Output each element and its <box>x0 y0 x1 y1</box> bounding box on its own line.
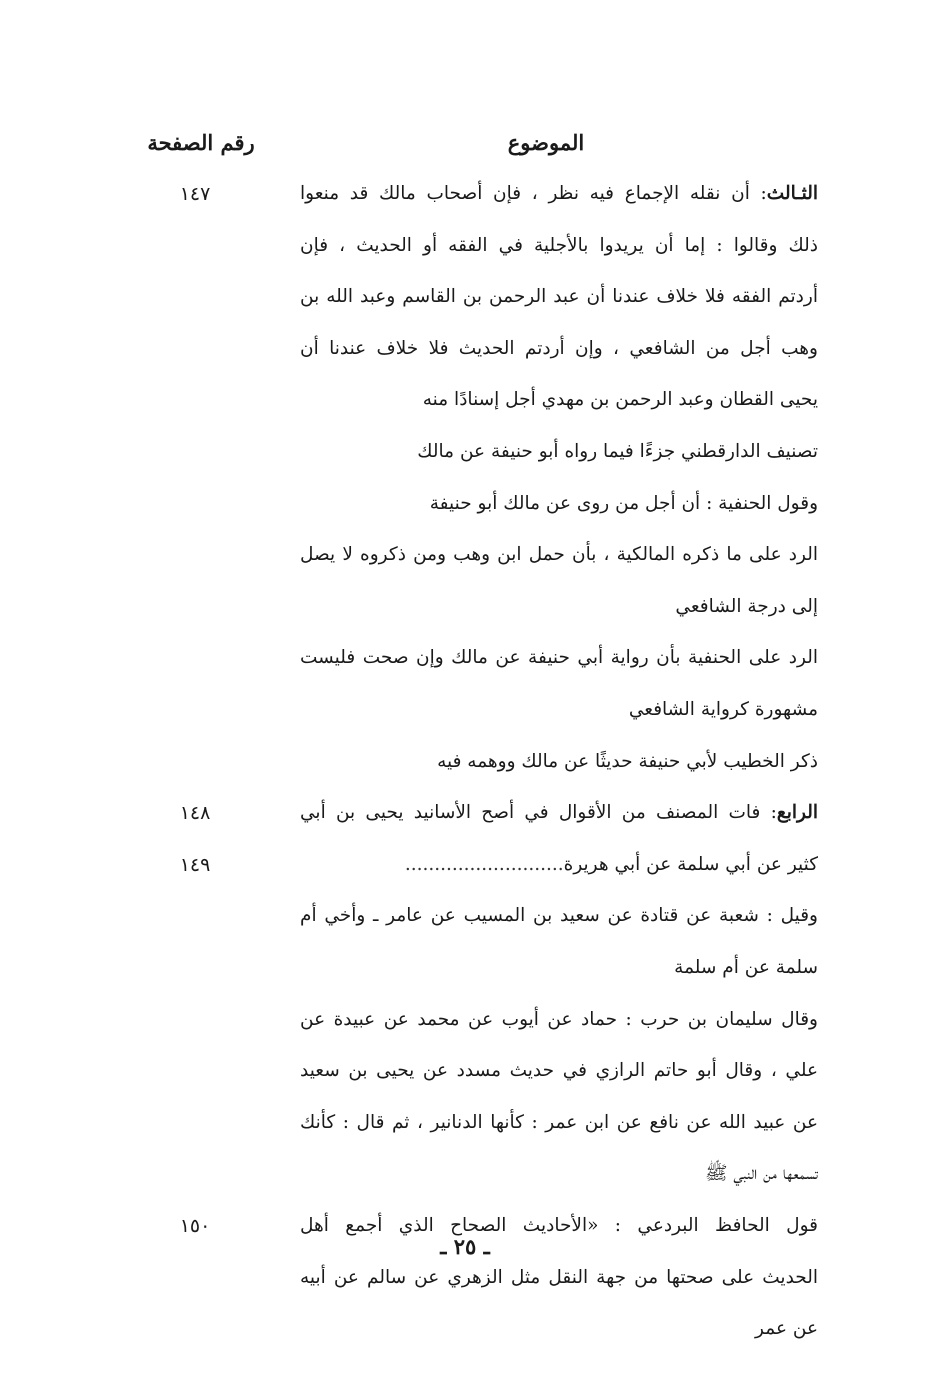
entry-lead: الرابع <box>776 802 818 823</box>
entry-page-number: ١٤٧ <box>179 183 211 205</box>
entry-text: عن عبيد الله عن نافع عن ابن عمر : كأنها الدنانير ، ثم قال : كأنك <box>300 1112 818 1133</box>
toc-line <box>300 1307 818 1351</box>
page-footer-number: ـ ٢٥ ـ <box>440 1234 490 1259</box>
entry-text: ذلك وقالوا : إما أن يريدوا بالأجلية في الفقه أو الحديث ، فإن <box>300 235 818 256</box>
entry-text: الحديث على صحتها من جهة النقل مثل الزهري عن سالم عن أبيه <box>300 1267 818 1288</box>
toc-line <box>300 482 818 526</box>
entry-text: وقيل : شعبة عن قتادة عن سعيد بن المسيب عن عامر ـ وأخي أم <box>300 905 818 926</box>
toc-line <box>300 533 818 577</box>
entry-text: وقال سليمان بن حرب : حماد عن أيوب عن محمد عن عبيدة عن <box>300 1009 818 1030</box>
header-page-number: رقم الصفحة <box>147 130 255 155</box>
entry-page-number: ١٤٨ <box>179 802 211 824</box>
entry-lead: الثـالث <box>766 183 818 204</box>
toc-line <box>300 172 818 216</box>
entry-text: علي ، وقال أبو حاتم الرازي في حديث مسدد عن يحيى بن سعيد <box>300 1060 818 1081</box>
toc-line <box>300 224 818 268</box>
toc-line <box>300 378 818 422</box>
toc-line <box>300 275 818 319</box>
entry-text: عن عمر <box>755 1318 818 1339</box>
entry-text: قول الحافظ البردعي : «الأحاديث الصحاح الذي أجمع أهل <box>300 1215 818 1236</box>
entry-text: إلى درجة الشافعي <box>675 596 818 617</box>
toc-line <box>300 791 818 835</box>
toc-line <box>300 585 818 629</box>
toc-line <box>300 843 818 887</box>
toc-line <box>300 740 818 784</box>
entry-text: ذكر الخطيب لأبي حنيفة حديثًا عن مالك ووهمه فيه <box>437 751 818 772</box>
entry-text: مشهورة كرواية الشافعي <box>628 699 818 720</box>
toc-line <box>300 1152 818 1196</box>
toc-line <box>300 1204 818 1248</box>
entry-text: تسمعها من النبي ﷺ <box>705 1163 818 1184</box>
toc-line <box>300 946 818 990</box>
entry-text: تصنيف الدارقطني جزءًا فيما رواه أبو حنيفة عن مالك <box>417 441 818 462</box>
header-topic: الموضوع <box>507 130 585 155</box>
entry-text: : أن نقله الإجماع فيه نظر ، فإن أصحاب مالك قد منعوا <box>300 183 767 204</box>
toc-line <box>300 636 818 680</box>
entry-text: أردتم الفقه فلا خلاف عندنا أن عبد الرحمن بن القاسم وعبد الله بن <box>300 286 818 307</box>
entry-text: وقول الحنفية : أن أجل من روى عن مالك أبو حنيفة <box>429 493 818 514</box>
entry-text: سلمة عن أم سلمة <box>674 957 818 978</box>
entry-text: الرد على ما ذكره المالكية ، بأن حمل ابن وهب ومن ذكروه لا يصل <box>300 544 818 565</box>
entry-page-number: ١٥٠ <box>179 1215 211 1237</box>
entry-text: وهب أجل من الشافعي ، وإن أردتم الحديث فلا خلاف عندنا أن <box>300 338 818 359</box>
entry-text: : فات المصنف من الأقوال في أصح الأسانيد يحيى بن أبي <box>300 802 777 823</box>
toc-line <box>300 1101 818 1145</box>
toc-line <box>300 688 818 732</box>
toc-line <box>300 1049 818 1093</box>
entry-page-number: ١٤٩ <box>179 854 211 876</box>
entry-text: يحيى القطان وعبد الرحمن بن مهدي أجل إسنادًا منه <box>422 389 818 410</box>
toc-line <box>300 1256 818 1300</box>
leader-dots: ........................... <box>404 854 564 875</box>
entry-text: الرد على الحنفية بأن رواية أبي حنيفة عن مالك وإن صحت فليست <box>300 647 818 668</box>
toc-line <box>300 327 818 371</box>
toc-line <box>300 894 818 938</box>
toc-line <box>300 998 818 1042</box>
entry-text: كثير عن أبي سلمة عن أبي هريرة <box>563 854 818 875</box>
toc-line <box>300 430 818 474</box>
